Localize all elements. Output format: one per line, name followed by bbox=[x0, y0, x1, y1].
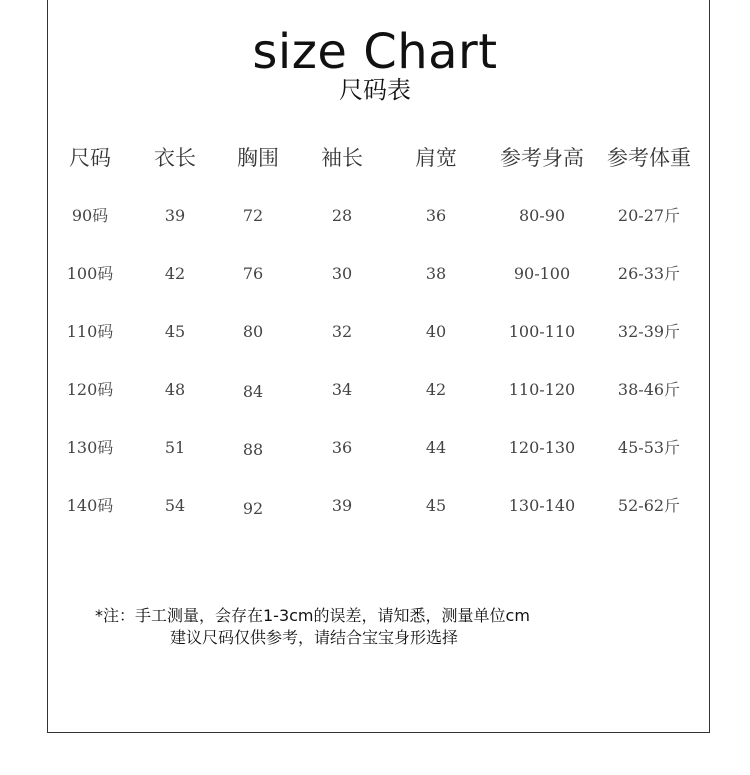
cell-weight: 20-27斤 bbox=[617, 206, 681, 225]
header-weight: 参考体重 bbox=[607, 146, 691, 170]
cell-size: 110码 bbox=[66, 322, 114, 341]
cell-length: 51 bbox=[164, 438, 186, 457]
header-length: 衣长 bbox=[154, 146, 196, 170]
cell-shoulder: 45 bbox=[425, 496, 447, 515]
cell-weight: 26-33斤 bbox=[617, 264, 681, 283]
header-sleeve: 袖长 bbox=[321, 146, 363, 170]
cell-sleeve: 39 bbox=[331, 496, 353, 515]
cell-length: 48 bbox=[164, 380, 186, 399]
cell-length: 42 bbox=[164, 264, 186, 283]
cell-sleeve: 32 bbox=[331, 322, 353, 341]
cell-shoulder: 38 bbox=[425, 264, 447, 283]
cell-sleeve: 36 bbox=[331, 438, 353, 457]
cell-chest: 92 bbox=[242, 499, 264, 518]
cell-shoulder: 44 bbox=[425, 438, 447, 457]
cell-size: 100码 bbox=[66, 264, 114, 283]
cell-size: 130码 bbox=[66, 438, 114, 457]
cell-shoulder: 36 bbox=[425, 206, 447, 225]
cell-height: 90-100 bbox=[513, 264, 571, 283]
header-height: 参考身高 bbox=[500, 146, 584, 170]
cell-height: 130-140 bbox=[508, 496, 576, 515]
cell-size: 120码 bbox=[66, 380, 114, 399]
cell-chest: 76 bbox=[242, 264, 264, 283]
cell-shoulder: 42 bbox=[425, 380, 447, 399]
cell-sleeve: 34 bbox=[331, 380, 353, 399]
cell-sleeve: 30 bbox=[331, 264, 353, 283]
header-shoulder: 肩宽 bbox=[415, 146, 457, 170]
size-advice-note: 建议尺码仅供参考，请结合宝宝身形选择 bbox=[170, 628, 459, 647]
cell-weight: 45-53斤 bbox=[617, 438, 681, 457]
cell-weight: 32-39斤 bbox=[617, 322, 681, 341]
chart-title: size Chart bbox=[252, 24, 498, 80]
cell-weight: 38-46斤 bbox=[617, 380, 681, 399]
cell-height: 80-90 bbox=[518, 206, 566, 225]
cell-weight: 52-62斤 bbox=[617, 496, 681, 515]
header-size: 尺码 bbox=[69, 146, 111, 170]
cell-chest: 80 bbox=[242, 322, 264, 341]
cell-chest: 88 bbox=[242, 440, 264, 459]
cell-shoulder: 40 bbox=[425, 322, 447, 341]
cell-height: 120-130 bbox=[508, 438, 576, 457]
cell-height: 110-120 bbox=[508, 380, 576, 399]
header-chest: 胸围 bbox=[237, 146, 279, 170]
cell-chest: 84 bbox=[242, 382, 264, 401]
cell-length: 54 bbox=[164, 496, 186, 515]
chart-subtitle: 尺码表 bbox=[339, 76, 411, 104]
cell-height: 100-110 bbox=[508, 322, 576, 341]
cell-length: 39 bbox=[164, 206, 186, 225]
measurement-note: *注：手工测量，会存在1-3cm的误差，请知悉，测量单位cm bbox=[95, 606, 530, 625]
cell-length: 45 bbox=[164, 322, 186, 341]
cell-chest: 72 bbox=[242, 206, 264, 225]
cell-size: 140码 bbox=[66, 496, 114, 515]
cell-sleeve: 28 bbox=[331, 206, 353, 225]
cell-size: 90码 bbox=[71, 206, 109, 225]
